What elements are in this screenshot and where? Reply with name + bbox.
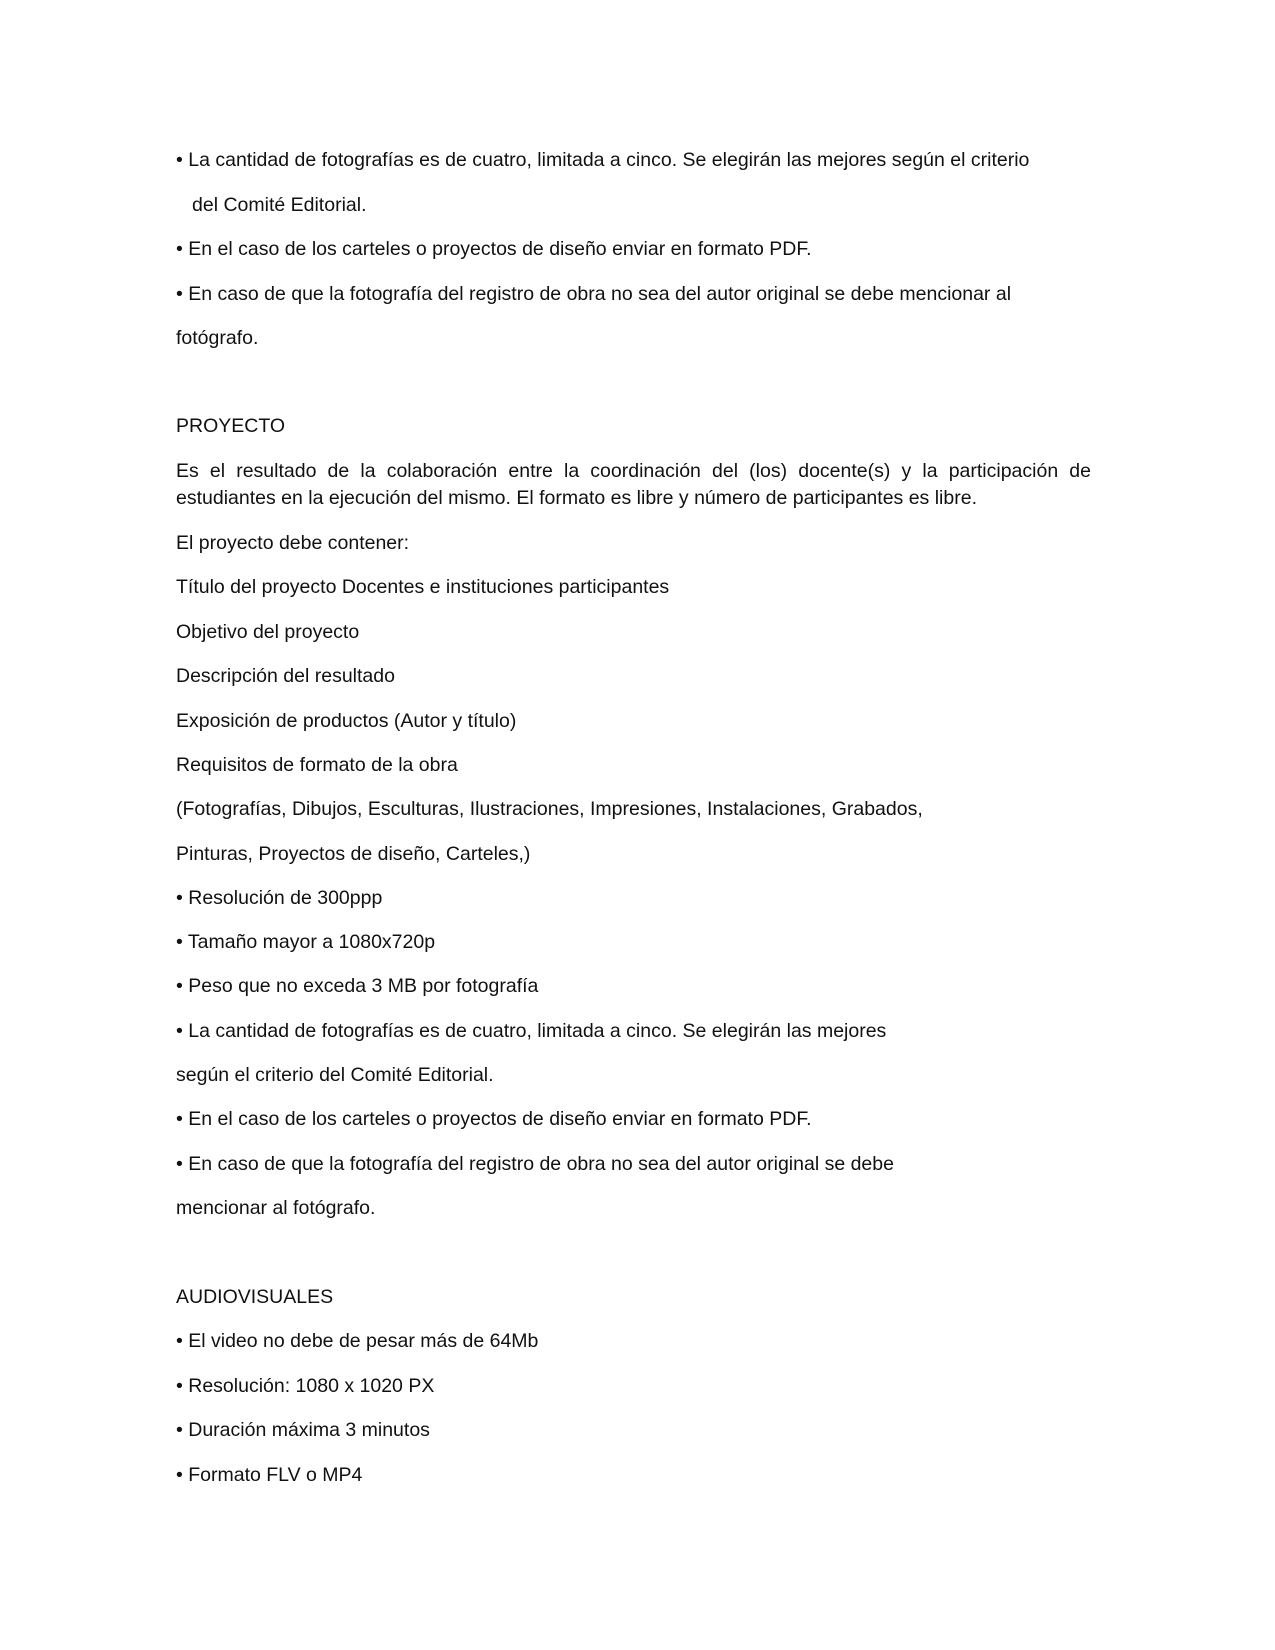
text-line: Pinturas, Proyectos de diseño, Carteles,) [176,843,531,865]
bullet-text: • Duración máxima 3 minutos [176,1419,430,1441]
bullet-text: • Tamaño mayor a 1080x720p [176,931,436,953]
bullet-text: • Peso que no exceda 3 MB por fotografía [176,975,539,997]
bullet-text: • En caso de que la fotografía del registro de obra no sea del autor original se debe mencionar al [176,283,1012,305]
text-line: Requisitos de formato de la obra [176,754,458,776]
bullet-continuation: fotógrafo. [176,327,259,349]
bullet-continuation: según el criterio del Comité Editorial. [176,1064,494,1086]
bullet-text: • Resolución: 1080 x 1020 PX [176,1375,435,1397]
text-line: Objetivo del proyecto [176,621,360,643]
text-line: (Fotografías, Dibujos, Esculturas, Ilustraciones, Impresiones, Instalaciones, Grabados, [176,798,923,820]
text-line: Exposición de productos (Autor y título) [176,710,517,732]
bullet-continuation: del Comité Editorial. [192,194,367,216]
section-heading-proyecto: PROYECTO [176,415,286,437]
text-line: El proyecto debe contener: [176,532,410,554]
bullet-continuation: mencionar al fotógrafo. [176,1197,376,1219]
bullet-text: • En caso de que la fotografía del registro de obra no sea del autor original se debe [176,1153,894,1175]
bullet-text: • El video no debe de pesar más de 64Mb [176,1330,539,1352]
text-line: Descripción del resultado [176,665,395,687]
paragraph-line: estudiantes en la ejecución del mismo. El formato es libre y número de participantes es libre. [176,487,977,509]
bullet-text: • Resolución de 300ppp [176,887,383,909]
section-heading-audiovisuales: AUDIOVISUALES [176,1286,334,1308]
bullet-text: • Formato FLV o MP4 [176,1464,363,1486]
text-line: Título del proyecto Docentes e instituciones participantes [176,576,670,598]
bullet-text: • La cantidad de fotografías es de cuatro, limitada a cinco. Se elegirán las mejores según el criterio [176,149,1030,171]
bullet-text: • En el caso de los carteles o proyectos de diseño enviar en formato PDF. [176,238,812,260]
bullet-text: • La cantidad de fotografías es de cuatro, limitada a cinco. Se elegirán las mejores [176,1020,887,1042]
paragraph-line: Es el resultado de la colaboración entre la coordinación del (los) docente(s) y la participación de [176,460,1091,482]
bullet-text: • En el caso de los carteles o proyectos de diseño enviar en formato PDF. [176,1108,812,1130]
